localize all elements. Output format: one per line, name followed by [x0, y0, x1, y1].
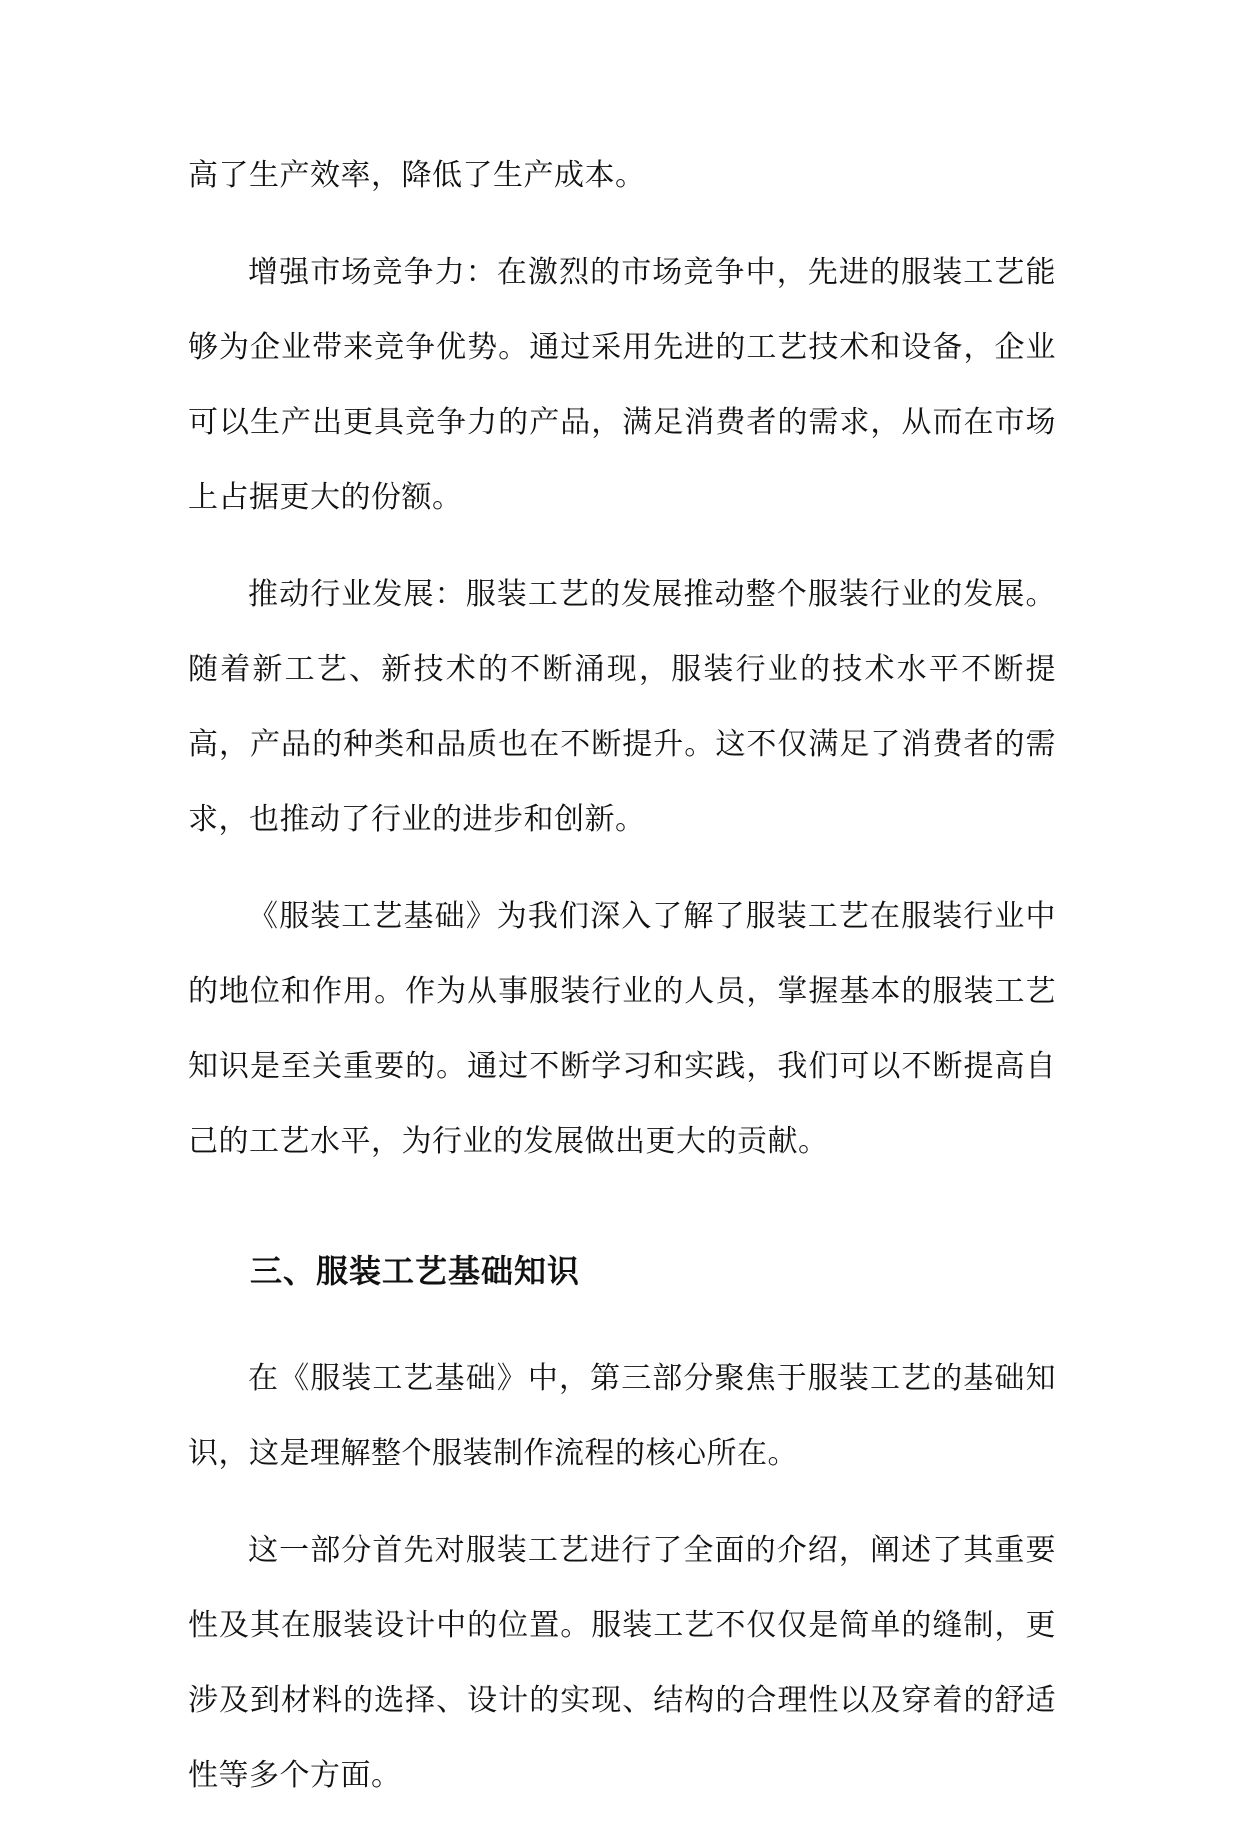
paragraph-market-competitiveness: 增强市场竞争力：在激烈的市场竞争中，先进的服装工艺能够为企业带来竞争优势。通过采用先进的工艺技术和设备，企业可以生产出更具竞争力的产品，满足消费者的需求，从而在市场上占据更大的份额。 [188, 255, 1056, 515]
paragraph-continuation: 高了生产效率，降低了生产成本。 [188, 158, 646, 193]
paragraph-industry-development: 推动行业发展：服装工艺的发展推动整个服装行业的发展。随着新工艺、新技术的不断涌现，服装行业的技术水平不断提高，产品的种类和品质也在不断提升。这不仅满足了消费者的需求，也推动了行业的进步和创新。 [188, 577, 1056, 837]
section-heading: 三、服装工艺基础知识 [250, 1252, 581, 1290]
paragraph-section-intro: 在《服装工艺基础》中，第三部分聚焦于服装工艺的基础知识，这是理解整个服装制作流程的核心所在。 [188, 1361, 1056, 1471]
paragraph-summary: 《服装工艺基础》为我们深入了解了服装工艺在服装行业中的地位和作用。作为从事服装行业的人员，掌握基本的服装工艺知识是至关重要的。通过不断学习和实践，我们可以不断提高自己的工艺水平，为行业的发展做出更大的贡献。 [188, 899, 1056, 1159]
document-body [188, 138, 1056, 1835]
paragraph-section-overview: 这一部分首先对服装工艺进行了全面的介绍，阐述了其重要性及其在服装设计中的位置。服装工艺不仅仅是简单的缝制，更涉及到材料的选择、设计的实现、结构的合理性以及穿着的舒适性等多个方面。 [188, 1533, 1056, 1793]
